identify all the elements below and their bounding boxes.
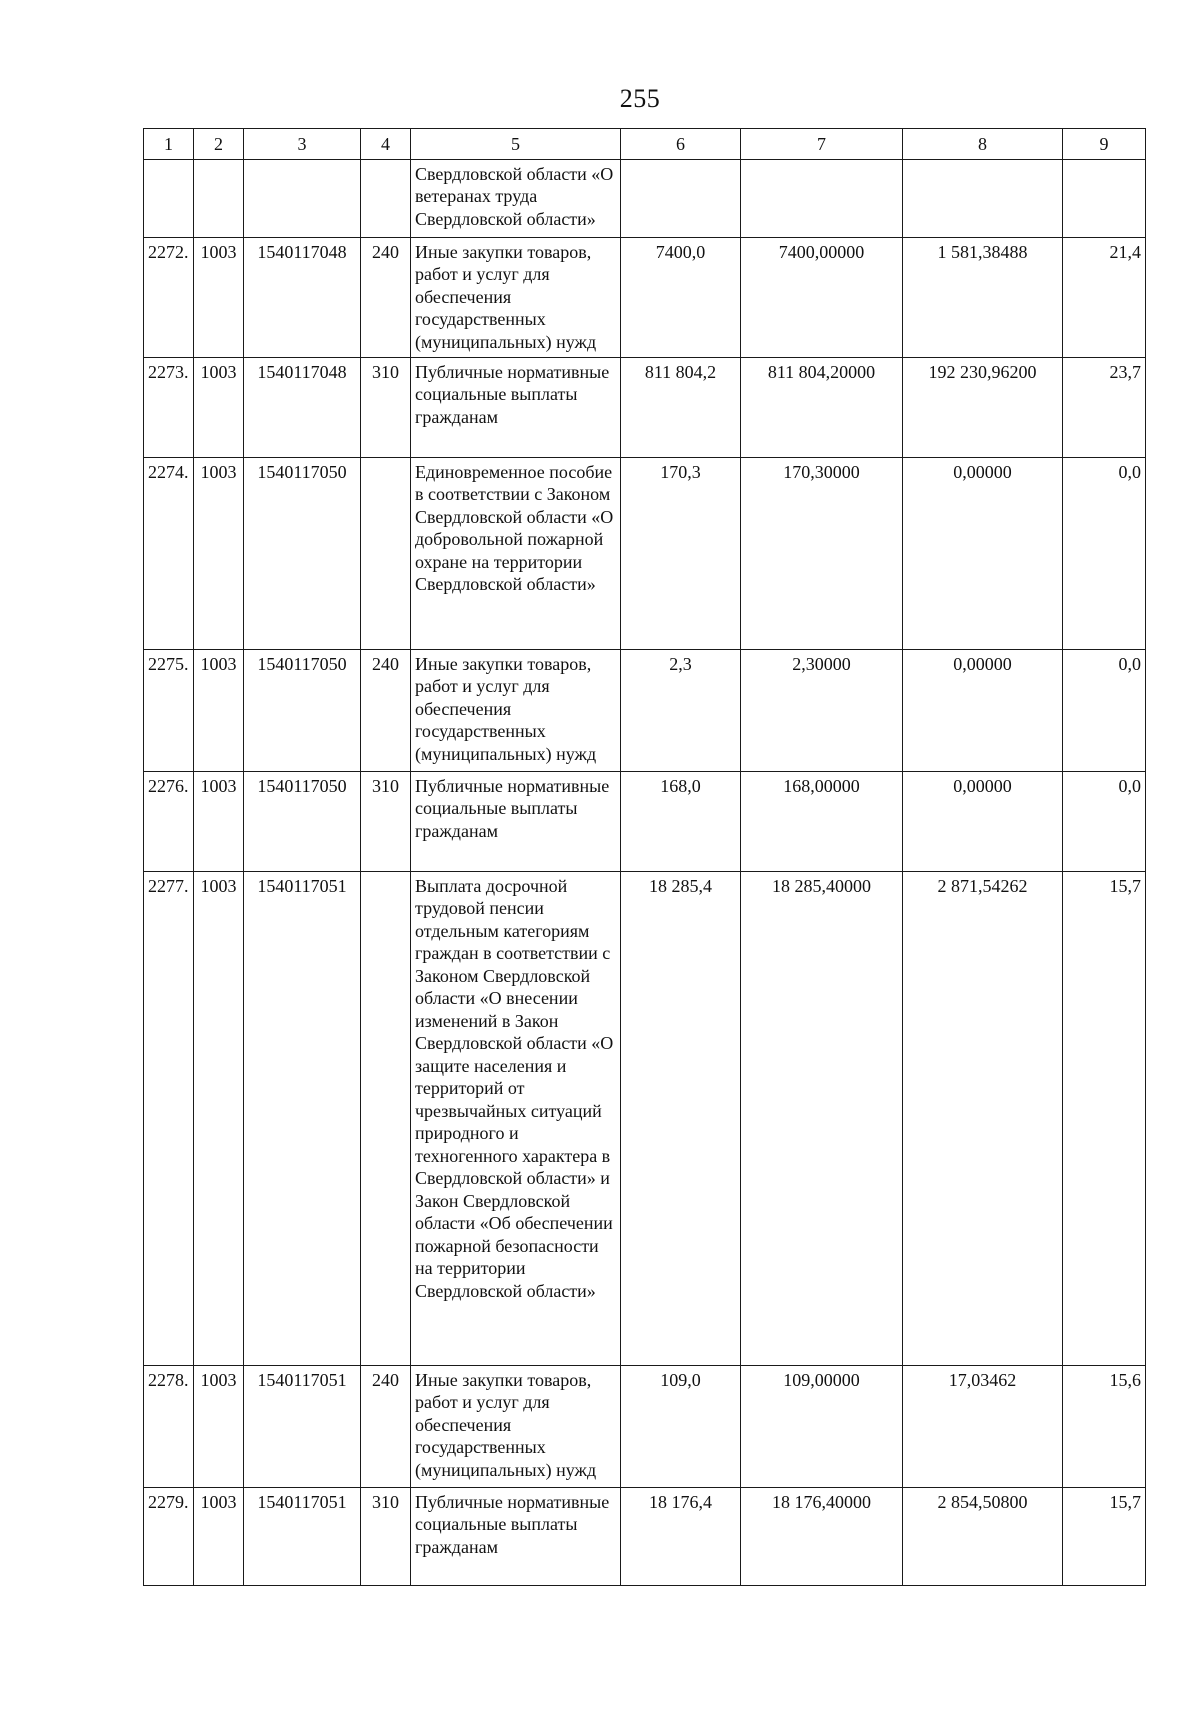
target-article-cell: 1540117051 bbox=[244, 1487, 361, 1585]
column-header: 2 bbox=[194, 129, 244, 160]
section-code-cell: 1003 bbox=[194, 871, 244, 1365]
table-row bbox=[144, 457, 1146, 649]
description-cell: Единовременное пособие в соответствии с Законом Свердловской области «О добровольной пожарной охране на территории Свердловской области» bbox=[411, 457, 621, 649]
row-number-cell: 2272. bbox=[144, 237, 194, 357]
approved-amount-cell: 7400,0 bbox=[621, 237, 741, 357]
approved-amount-cell: 109,0 bbox=[621, 1365, 741, 1487]
approved-amount-cell bbox=[621, 159, 741, 237]
column-header: 1 bbox=[144, 129, 194, 160]
row-number-cell: 2278. bbox=[144, 1365, 194, 1487]
column-header: 8 bbox=[903, 129, 1063, 160]
percent-cell: 0,0 bbox=[1063, 771, 1146, 871]
percent-cell: 0,0 bbox=[1063, 457, 1146, 649]
approved-amount-cell: 811 804,2 bbox=[621, 357, 741, 457]
percent-cell: 23,7 bbox=[1063, 357, 1146, 457]
expense-type-cell: 310 bbox=[361, 771, 411, 871]
row-number-cell: 2276. bbox=[144, 771, 194, 871]
table-row bbox=[144, 1487, 1146, 1585]
expense-type-cell bbox=[361, 871, 411, 1365]
description-cell: Публичные нормативные социальные выплаты гражданам bbox=[411, 771, 621, 871]
description-cell: Публичные нормативные социальные выплаты гражданам bbox=[411, 357, 621, 457]
target-article-cell: 1540117050 bbox=[244, 649, 361, 771]
column-header: 6 bbox=[621, 129, 741, 160]
page-number: 255 bbox=[619, 84, 661, 113]
expense-type-cell: 240 bbox=[361, 649, 411, 771]
description-cell: Иные закупки товаров, работ и услуг для обеспечения государственных (муниципальных) нужд bbox=[411, 1365, 621, 1487]
target-article-cell: 1540117050 bbox=[244, 771, 361, 871]
row-number-cell: 2275. bbox=[144, 649, 194, 771]
expense-type-cell: 310 bbox=[361, 1487, 411, 1585]
expense-type-cell bbox=[361, 159, 411, 237]
section-code-cell: 1003 bbox=[194, 237, 244, 357]
column-header: 5 bbox=[411, 129, 621, 160]
target-article-cell bbox=[244, 159, 361, 237]
approved-amount-cell: 18 176,4 bbox=[621, 1487, 741, 1585]
approved-amount-cell: 168,0 bbox=[621, 771, 741, 871]
column-header: 4 bbox=[361, 129, 411, 160]
planned-amount-cell: 811 804,20000 bbox=[741, 357, 903, 457]
section-code-cell bbox=[194, 159, 244, 237]
section-code-cell: 1003 bbox=[194, 357, 244, 457]
table-row bbox=[144, 159, 1146, 237]
expense-type-cell: 240 bbox=[361, 1365, 411, 1487]
target-article-cell: 1540117048 bbox=[244, 237, 361, 357]
executed-amount-cell: 0,00000 bbox=[903, 457, 1063, 649]
description-cell: Иные закупки товаров, работ и услуг для обеспечения государственных (муниципальных) нужд bbox=[411, 649, 621, 771]
table-row bbox=[144, 357, 1146, 457]
planned-amount-cell: 7400,00000 bbox=[741, 237, 903, 357]
table-header-row bbox=[144, 129, 1146, 160]
section-code-cell: 1003 bbox=[194, 771, 244, 871]
row-number-cell bbox=[144, 159, 194, 237]
executed-amount-cell: 0,00000 bbox=[903, 649, 1063, 771]
planned-amount-cell: 18 285,40000 bbox=[741, 871, 903, 1365]
table-row bbox=[144, 1365, 1146, 1487]
section-code-cell: 1003 bbox=[194, 457, 244, 649]
target-article-cell: 1540117051 bbox=[244, 871, 361, 1365]
target-article-cell: 1540117048 bbox=[244, 357, 361, 457]
percent-cell: 15,7 bbox=[1063, 1487, 1146, 1585]
planned-amount-cell bbox=[741, 159, 903, 237]
executed-amount-cell: 17,03462 bbox=[903, 1365, 1063, 1487]
row-number-cell: 2274. bbox=[144, 457, 194, 649]
planned-amount-cell: 168,00000 bbox=[741, 771, 903, 871]
executed-amount-cell: 2 871,54262 bbox=[903, 871, 1063, 1365]
row-number-cell: 2277. bbox=[144, 871, 194, 1365]
description-cell: Иные закупки товаров, работ и услуг для обеспечения государственных (муниципальных) нужд bbox=[411, 237, 621, 357]
table-row bbox=[144, 237, 1146, 357]
column-header: 9 bbox=[1063, 129, 1146, 160]
section-code-cell: 1003 bbox=[194, 1365, 244, 1487]
planned-amount-cell: 18 176,40000 bbox=[741, 1487, 903, 1585]
row-number-cell: 2279. bbox=[144, 1487, 194, 1585]
executed-amount-cell: 1 581,38488 bbox=[903, 237, 1063, 357]
percent-cell bbox=[1063, 159, 1146, 237]
planned-amount-cell: 2,30000 bbox=[741, 649, 903, 771]
approved-amount-cell: 2,3 bbox=[621, 649, 741, 771]
expense-type-cell: 240 bbox=[361, 237, 411, 357]
row-number-cell: 2273. bbox=[144, 357, 194, 457]
executed-amount-cell: 0,00000 bbox=[903, 771, 1063, 871]
percent-cell: 0,0 bbox=[1063, 649, 1146, 771]
executed-amount-cell: 2 854,50800 bbox=[903, 1487, 1063, 1585]
section-code-cell: 1003 bbox=[194, 1487, 244, 1585]
percent-cell: 15,6 bbox=[1063, 1365, 1146, 1487]
percent-cell: 15,7 bbox=[1063, 871, 1146, 1365]
table-row bbox=[144, 771, 1146, 871]
table-row bbox=[144, 871, 1146, 1365]
target-article-cell: 1540117051 bbox=[244, 1365, 361, 1487]
section-code-cell: 1003 bbox=[194, 649, 244, 771]
description-cell: Публичные нормативные социальные выплаты гражданам bbox=[411, 1487, 621, 1585]
column-header: 7 bbox=[741, 129, 903, 160]
budget-table bbox=[143, 128, 1146, 1586]
approved-amount-cell: 170,3 bbox=[621, 457, 741, 649]
expense-type-cell bbox=[361, 457, 411, 649]
expense-type-cell: 310 bbox=[361, 357, 411, 457]
executed-amount-cell bbox=[903, 159, 1063, 237]
planned-amount-cell: 109,00000 bbox=[741, 1365, 903, 1487]
executed-amount-cell: 192 230,96200 bbox=[903, 357, 1063, 457]
planned-amount-cell: 170,30000 bbox=[741, 457, 903, 649]
description-cell: Свердловской области «О ветеранах труда Свердловской области» bbox=[411, 159, 621, 237]
approved-amount-cell: 18 285,4 bbox=[621, 871, 741, 1365]
table-row bbox=[144, 649, 1146, 771]
target-article-cell: 1540117050 bbox=[244, 457, 361, 649]
column-header: 3 bbox=[244, 129, 361, 160]
description-cell: Выплата досрочной трудовой пенсии отдельным категориям граждан в соответствии с Законом Свердловской области «О внесении изменений в Закон Свердловской области «О защите населения и территорий от чрезвычайных ситуаций природного и техногенного характера в Свердловской области» и Закон Свердловской области «Об обеспечении пожарной безопасности на территории Свердловской области» bbox=[411, 871, 621, 1365]
percent-cell: 21,4 bbox=[1063, 237, 1146, 357]
